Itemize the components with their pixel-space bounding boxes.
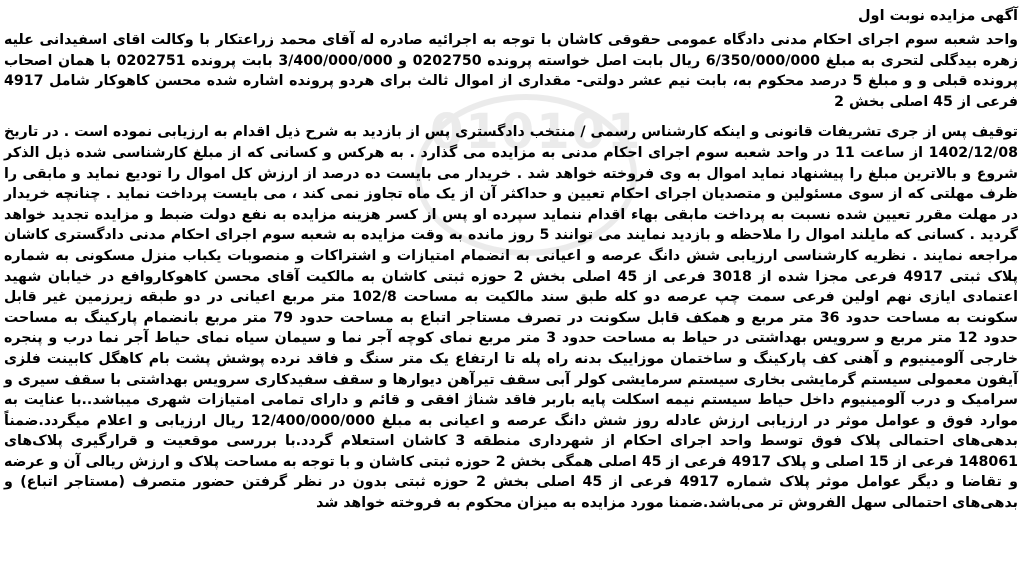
notice-paragraph-intro: واحد شعبه سوم اجرای احکام مدنی دادگاه عمومی حقوقی کاشان با توجه به اجرائیه صادره له آقای محمد زراعتکار با وکالت اقای اسفیدانی علیه زهره بیدگلی لتحری به مبلغ 6/350/000/000 ریال بابت اصل خواسته پرونده 0202750 و 3/400/000/000 بابت پرونده 0202751 با همان اصحاب پرونده قبلی و و مبلغ 5 درصد محکوم به، بابت نیم عشر دولتی- مقداری از اموال ثالث برای هردو پرونده اشاره شده محسن کاهوکار شامل 4917 فرعی از 45 اصلی بخش 2 (4, 32, 1018, 110)
notice-paragraph-details: توقیف پس از جری تشریفات قانونی و اینکه کارشناس رسمی / منتخب دادگستری پس از بازدید به شرح ذیل اقدام به ارزیابی نموده است . در تاریخ 1402/12/08 از ساعت 11 در واحد شعبه سوم اجرای احکام مدنی به مزایده می گذارد . به هرکس و کسانی که از مبلغ کارشناسی شده ذیل الذکر شروع و بالاترین مبلغ را پیشنهاد نماید اموال به وی فروخته خواهد شد . خریدار می بایست ده درصد از ارزش کل اموال را تودیع نماید و مابقی را ظرف مهلتی که از سوی مسئولین و متصدیان اجرای احکام تعیین و حداکثر آن از یک ماه تجاوز نمی کند ، می بایست پرداخت نماید . چنانچه خریدار در مهلت مقرر تعیین شده نسبت به پرداخت مابقی بهاء اقدام ننماید سپرده او پس از کسر هزینه مزایده به نفع دولت ضبط و مزایده تجدید خواهد گردید . کسانی که مایلند اموال را ملاحظه و بازدید نمایند می توانند 5 روز مانده به وقت مزایده به شعبه سوم اجرای احکام مدنی دادگستری کاشان مراجعه نمایند . نظریه کارشناسی ارزیابی شش دانگ عرصه و اعیانی به انضمام امتیازات و اشتراکات و منصوبات یکباب منزل مسکونی به شماره پلاک ثبتی 4917 فرعی مجزا شده از 3018 فرعی از 45 اصلی بخش 2 حوزه ثبتی کاشان به مالکیت آقای محسن کاهوکاروافع در خیابان شهید اعتمادی ایازی نهم اولین فرعی سمت چپ عرصه دو کله طبق سند مالکیت به مساحت 102/8 متر مربع اعیانی در دو طبقه زیرزمین غیر قابل سکونت به مساحت حدود 36 متر مربع و همکف قابل سکونت در تصرف مستاجر اتباع به مساحت حدود 79 متر مربع بانضمام پارکینگ به مساحت حدود 12 متر مربع و سرویس بهداشتی در حیاط به مساحت حدود 3 متر مربع نمای کوچه آجر نما و سیمان سیاه نمای حیاط آجر نما درب و پنجره خارجی آلومینیوم و آهنی کف پارکینگ و ساختمان موزاییک بدنه راه پله تا ارتفاع یک متر سنگ و فاقد نرده پوشش پشت بام کاهگل کابینت فلزی آیفون معمولی سیستم گرمایشی بخاری سیستم سرمایشی کولر آبی سقف تیرآهن دیوارها و سقف سفیدکاری سرویس بهداشتی با سقف سیری و سرامیک و درب آلومینیوم داخل حیاط سیستم نیمه اسکلت پایه باربر فاقد شناژ افقی و قائم و دارای تمامی امتیازات شهری میباشد..با عنایت به موارد فوق و عوامل موثر در ارزیابی ارزش عادله روز شش دانگ عرصه و اعیانی به مبلغ 12/400/000/000 ریال ارزیابی و اعلام میگردد.ضمناً بدهی‌های احتمالی پلاک فوق توسط واحد اجرای احکام از شهرداری منطقه 3 کاشان استعلام گردد.با بررسی موقعیت و قرارگیری پلاک‌های 148061 فرعی از 15 اصلی و پلاک 4917 فرعی از 45 اصلی همگی بخش 2 حوزه ثبتی کاشان و با توجه به مساحت پلاک و ارزش ریالی آن و عرضه و تقاضا و دیگر عوامل موثر پلاک شماره 4917 فرعی از 45 اصلی بخش 2 حوزه ثبتی بدون در نظر گرفتن حضور متصرف (مستاجر اتباع) و بدهی‌های احتمالی سهل الفروش تر می‌باشد.ضمنا مورد مزایده به میزان محکوم به فروخته خواهد شد (4, 124, 1019, 512)
notice-title: آگهی مزایده نوبت اول (857, 8, 1018, 24)
auction-notice (4, 6, 1018, 514)
watermark-number: 010101 (430, 104, 643, 160)
